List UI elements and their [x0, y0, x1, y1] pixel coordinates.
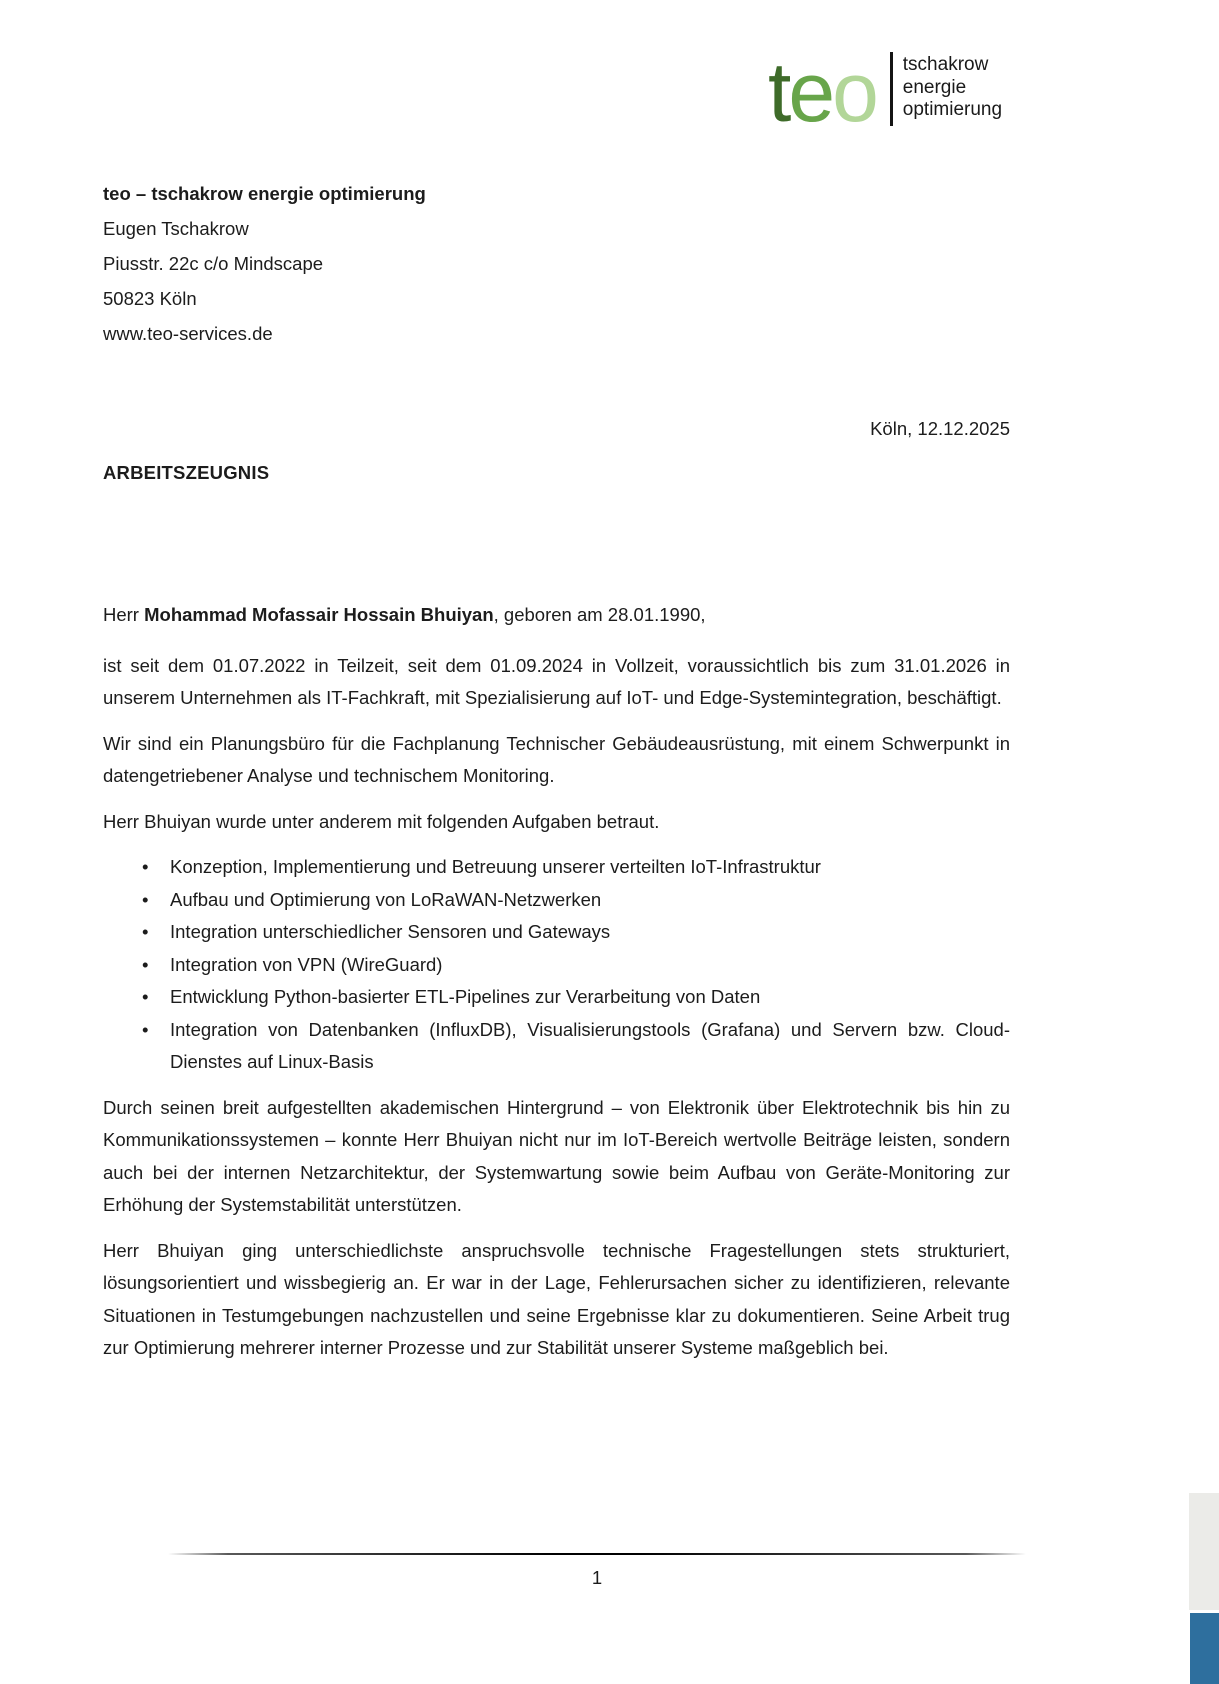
- logo-tagline-line-2: energie: [902, 76, 967, 98]
- document-title: ARBEITSZEUGNIS: [103, 462, 270, 483]
- letter-body: [103, 599, 1010, 1378]
- company-logo: [768, 45, 1003, 139]
- sender-contact-name: Eugen Tschakrow: [103, 218, 249, 239]
- task-item-6: • Integration von Datenbanken (InfluxDB), Visualisierungstools (Grafana) und Servern bzw. Cloud-Dienstes auf Linux-Basis: [103, 1014, 1010, 1079]
- task-item-1: • Konzeption, Implementierung und Betreuung unserer verteilten IoT-Infrastruktur: [103, 851, 1010, 884]
- paragraph-background: Durch seinen breit aufgestellten akademischen Hintergrund – von Elektronik über Elektrotechnik bis hin zu Kommunikationssystemen – konnte Herr Bhuiyan nicht nur im IoT-Bereich wertvolle Beiträge leisten, sondern auch bei der internen Netzarchitektur, der Systemwartung sowie beim Aufbau von Geräte-Monitoring zur Erhöhung der Systemstabilität unterstützen.: [103, 1096, 1010, 1215]
- paragraph-performance: Herr Bhuiyan ging unterschiedlichste anspruchsvolle technische Fragestellungen stets strukturiert, lösungsorientiert und wissbegierig an. Er war in der Lage, Fehlerursachen sicher zu identifizieren, relevante Situationen in Testumgebungen nachzustellen und seine Ergebnisse klar zu dokumentieren. Seine Arbeit trug zur Optimierung mehrerer interner Prozesse und zur Stabilität unserer Systeme maßgeblich bei.: [103, 1239, 1010, 1358]
- paragraph-employment: ist seit dem 01.07.2022 in Teilzeit, seit dem 01.09.2024 in Vollzeit, voraussichtlich bis zum 31.01.2026 in unserem Unternehmen als IT-Fachkraft, mit Spezialisierung auf IoT- und Edge-Systemintegration, beschäftigt.: [103, 654, 1010, 708]
- logo-letter-e: e: [788, 45, 833, 139]
- sender-street: Piusstr. 22c c/o Mindscape: [103, 253, 324, 274]
- logo-tagline-line-3: optimierung: [902, 99, 1003, 120]
- task-item-2: • Aufbau und Optimierung von LoRaWAN-Netzwerken: [103, 884, 1010, 917]
- paragraph-company-description: Wir sind ein Planungsbüro für die Fachplanung Technischer Gebäudeausrüstung, mit einem Schwerpunkt in datengetriebener Analyse und technischem Monitoring.: [103, 732, 1010, 786]
- right-edge-gray-strip: [1189, 1493, 1219, 1610]
- page-number: 1: [591, 1567, 603, 1588]
- sender-address-block: [103, 176, 426, 351]
- logo-letter-t: t: [768, 45, 789, 139]
- sender-company: teo – tschakrow energie optimierung: [103, 183, 426, 204]
- footer-rule: [168, 1553, 1026, 1555]
- intro-line: [103, 599, 1010, 632]
- intro-suffix: , geboren am 28.01.1990,: [493, 604, 706, 625]
- logo-wordmark: [768, 45, 876, 139]
- dateline: Köln, 12.12.2025: [870, 418, 1010, 439]
- logo-tagline: [903, 54, 1002, 122]
- logo-tagline-line-1: tschakrow: [902, 54, 989, 75]
- sender-website: www.teo-services.de: [103, 323, 273, 344]
- logo-divider: [890, 52, 893, 126]
- right-edge-blue-strip: [1190, 1613, 1219, 1684]
- employee-name: Mohammad Mofassair Hossain Bhuiyan: [144, 604, 494, 625]
- task-item-4: • Integration von VPN (WireGuard): [103, 949, 1010, 982]
- paragraph-tasks-intro: Herr Bhuiyan wurde unter anderem mit folgenden Aufgaben betraut.: [103, 810, 660, 832]
- logo-letter-o: o: [832, 45, 876, 139]
- task-list: [103, 851, 1010, 1079]
- intro-prefix: Herr: [103, 604, 145, 625]
- task-item-3: • Integration unterschiedlicher Sensoren und Gateways: [103, 916, 1010, 949]
- task-item-5: • Entwicklung Python-basierter ETL-Pipelines zur Verarbeitung von Daten: [103, 981, 1010, 1014]
- sender-city: 50823 Köln: [103, 288, 197, 309]
